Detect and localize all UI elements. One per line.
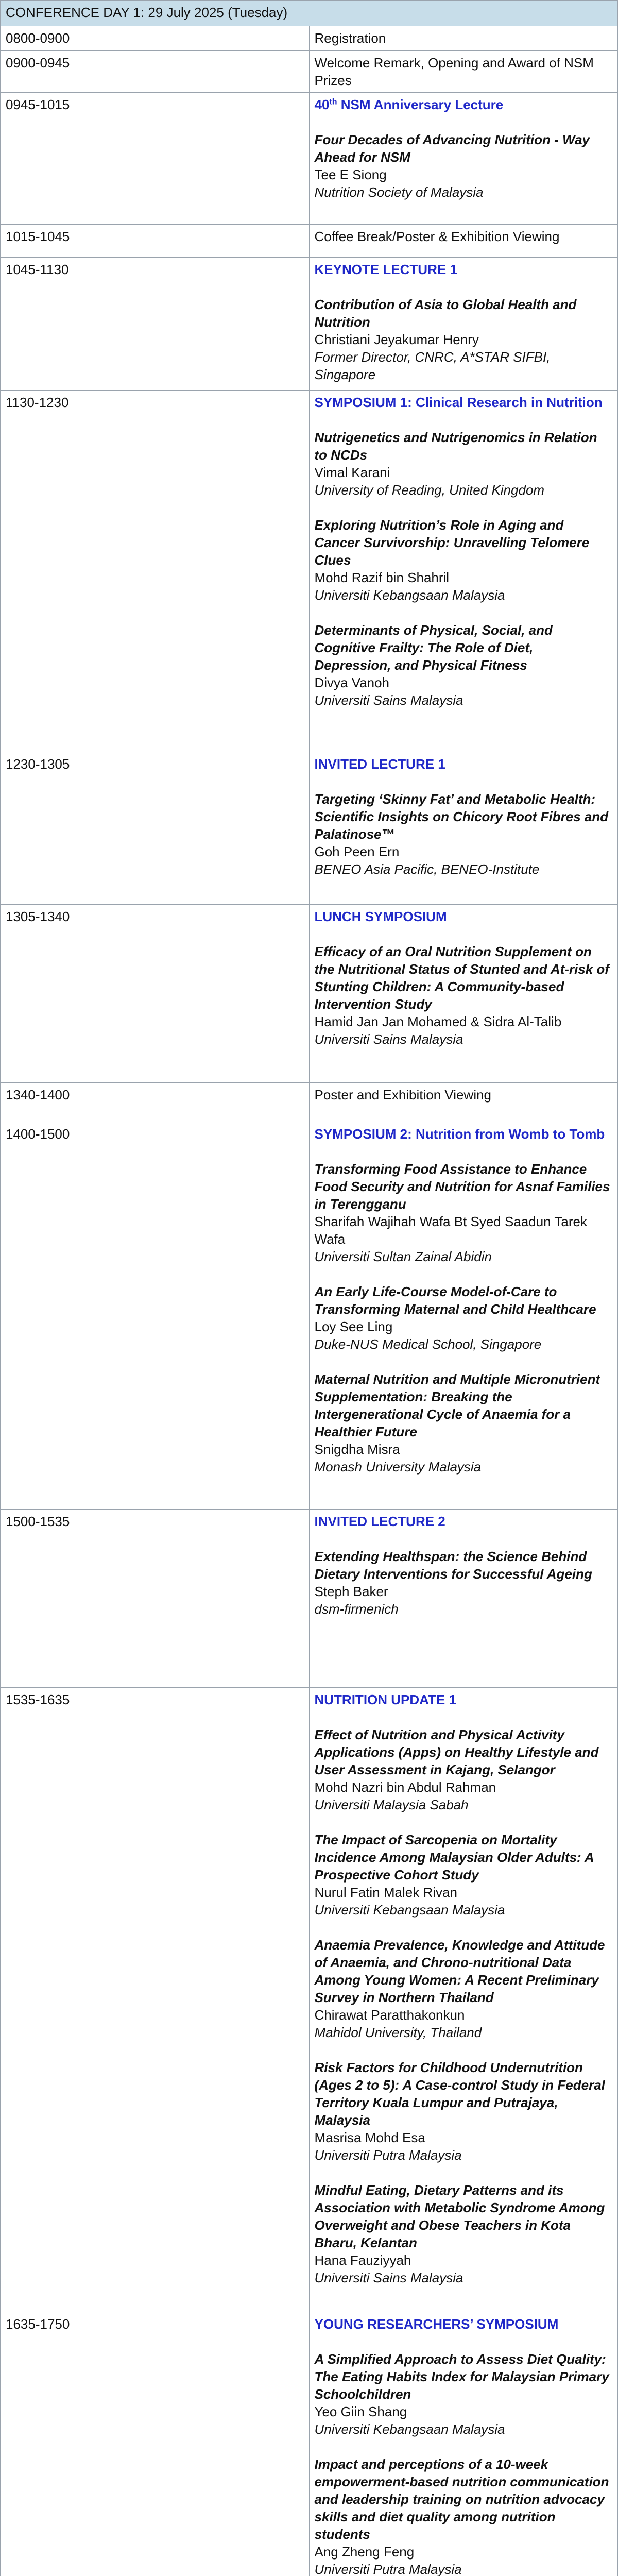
talk-title: Mindful Eating, Dietary Patterns and its Association with Metabolic Syndrome Among Overweight and Obese Teachers in Kota Bharu, Kelantan <box>314 2182 605 2250</box>
talk <box>315 1726 613 1814</box>
section-title: KEYNOTE LECTURE 1 <box>314 262 457 277</box>
time-cell: 1045-1130 <box>1 258 310 391</box>
time-cell: 1400-1500 <box>1 1122 310 1510</box>
talk <box>315 2181 613 2286</box>
schedule-row <box>1 752 618 905</box>
talk <box>315 621 613 709</box>
speaker: Loy See Ling <box>314 1319 393 1334</box>
speaker: Nurul Fatin Malek Rivan <box>314 1885 457 1900</box>
session-cell <box>309 1122 618 1510</box>
speaker: Christiani Jeyakumar Henry <box>314 332 479 347</box>
schedule-row <box>1 225 618 258</box>
session-cell <box>309 93 618 225</box>
talk-title: Anaemia Prevalence, Knowledge and Attitude of Anaemia, and Chrono-nutritional Data Among Young Women: A Recent Preliminary Survey in Northern Thailand <box>314 1937 605 2005</box>
talk <box>315 2455 613 2576</box>
schedule-row <box>1 905 618 1083</box>
talk <box>315 1831 613 1919</box>
talk <box>315 516 613 604</box>
schedule-row <box>1 93 618 225</box>
speaker: Steph Baker <box>314 1584 388 1599</box>
speaker: Chirawat Paratthakonkun <box>314 2007 465 2023</box>
schedule-row <box>1 26 618 51</box>
section-title: YOUNG RESEARCHERS’ SYMPOSIUM <box>314 2316 559 2332</box>
talk-title: Four Decades of Advancing Nutrition - Way Ahead for NSM <box>314 132 590 165</box>
time-cell: 0900-0945 <box>1 51 310 93</box>
schedule-row <box>1 391 618 752</box>
activity-cell: Welcome Remark, Opening and Award of NSM Prizes <box>309 51 618 93</box>
schedule-row <box>1 1083 618 1122</box>
activity-cell: Poster and Exhibition Viewing <box>309 1083 618 1122</box>
time-cell: 1230-1305 <box>1 752 310 905</box>
talk <box>315 296 613 383</box>
session-cell <box>309 258 618 391</box>
time-cell: 1500-1535 <box>1 1510 310 1688</box>
affiliation: Universiti Sultan Zainal Abidin <box>314 1249 492 1264</box>
schedule-row <box>1 2312 618 2576</box>
talk <box>315 2059 613 2164</box>
section-title: SYMPOSIUM 1: Clinical Research in Nutrition <box>314 395 603 410</box>
talk <box>315 1370 613 1476</box>
session-cell <box>309 905 618 1083</box>
time-cell: 1340-1400 <box>1 1083 310 1122</box>
speaker: Tee E Siong <box>314 167 387 182</box>
session-cell <box>309 752 618 905</box>
section-title: NUTRITION UPDATE 1 <box>314 1692 456 1707</box>
affiliation: BENEO Asia Pacific, BENEO-Institute <box>314 861 540 877</box>
affiliation: Universiti Sains Malaysia <box>314 2270 464 2285</box>
activity-cell: Registration <box>309 26 618 51</box>
affiliation: Universiti Putra Malaysia <box>314 2562 462 2576</box>
talk <box>315 2350 613 2438</box>
talk-title: Risk Factors for Childhood Undernutrition (Ages 2 to 5): A Case-control Study in Federal Territory Kuala Lumpur and Putrajaya, Malaysia <box>314 2060 605 2128</box>
talk-title: Contribution of Asia to Global Health and Nutrition <box>314 297 577 330</box>
talk <box>315 1936 613 2041</box>
schedule-row <box>1 51 618 93</box>
schedule-row <box>1 1122 618 1510</box>
speaker: Hamid Jan Jan Mohamed & Sidra Al-Talib <box>314 1014 562 1029</box>
talk-title: Extending Healthspan: the Science Behind Dietary Interventions for Successful Ageing <box>314 1549 592 1582</box>
talk-title: Transforming Food Assistance to Enhance Food Security and Nutrition for Asnaf Families in Terengganu <box>314 1161 610 1212</box>
talk <box>315 943 613 1048</box>
talk <box>315 1548 613 1618</box>
talk <box>315 790 613 878</box>
speaker: Yeo Giin Shang <box>314 2404 407 2419</box>
affiliation: Universiti Kebangsaan Malaysia <box>314 587 505 603</box>
affiliation: Duke-NUS Medical School, Singapore <box>314 1336 542 1352</box>
speaker: Hana Fauziyyah <box>314 2252 411 2268</box>
session-cell <box>309 1688 618 2312</box>
schedule-row <box>1 1510 618 1688</box>
section-title: INVITED LECTURE 1 <box>314 756 445 772</box>
time-cell: 1130-1230 <box>1 391 310 752</box>
talk-title: Exploring Nutrition’s Role in Aging and Cancer Survivorship: Unravelling Telomere Clues <box>314 517 590 568</box>
session-cell <box>309 2312 618 2576</box>
talk-title: Effect of Nutrition and Physical Activity Applications (Apps) on Healthy Lifestyle and User Assessment in Kajang, Selangor <box>314 1727 599 1777</box>
section-title: INVITED LECTURE 2 <box>314 1514 445 1529</box>
section-title: SYMPOSIUM 2: Nutrition from Womb to Tomb <box>314 1126 605 1142</box>
time-cell: 0800-0900 <box>1 26 310 51</box>
affiliation: dsm-firmenich <box>314 1601 399 1617</box>
affiliation: Universiti Putra Malaysia <box>314 2147 462 2163</box>
affiliation: Monash University Malaysia <box>314 1459 482 1475</box>
affiliation: Universiti Kebangsaan Malaysia <box>314 1902 505 1918</box>
time-cell: 0945-1015 <box>1 93 310 225</box>
talk <box>315 1283 613 1353</box>
affiliation: Universiti Malaysia Sabah <box>314 1797 469 1812</box>
affiliation: Mahidol University, Thailand <box>314 2025 482 2040</box>
time-cell: 1015-1045 <box>1 225 310 258</box>
talk <box>315 131 613 201</box>
speaker: Sharifah Wajihah Wafa Bt Syed Saadun Tarek Wafa <box>314 1214 587 1247</box>
activity-cell: Coffee Break/Poster & Exhibition Viewing <box>309 225 618 258</box>
affiliation: University of Reading, United Kingdom <box>314 482 545 498</box>
day-header: CONFERENCE DAY 1: 29 July 2025 (Tuesday) <box>1 1 618 26</box>
speaker: Divya Vanoh <box>314 675 389 690</box>
talk-title: Determinants of Physical, Social, and Cognitive Frailty: The Role of Diet, Depression, and Physical Fitness <box>314 622 553 673</box>
talk-title: Efficacy of an Oral Nutrition Supplement on the Nutritional Status of Stunted and At-risk of Stunting Children: A Community-based Intervention Study <box>314 944 609 1012</box>
talk-title: Nutrigenetics and Nutrigenomics in Relation to NCDs <box>314 430 597 463</box>
schedule-row <box>1 258 618 391</box>
talk-title: A Simplified Approach to Assess Diet Quality: The Eating Habits Index for Malaysian Primary Schoolchildren <box>314 2351 609 2402</box>
session-cell <box>309 1510 618 1688</box>
time-cell: 1305-1340 <box>1 905 310 1083</box>
talk <box>315 1160 613 1265</box>
talk <box>315 429 613 499</box>
affiliation: Universiti Kebangsaan Malaysia <box>314 2421 505 2437</box>
affiliation: Universiti Sains Malaysia <box>314 692 464 708</box>
talk-title: Maternal Nutrition and Multiple Micronutrient Supplementation: Breaking the Intergenerational Cycle of Anaemia for a Healthier Future <box>314 1371 600 1439</box>
day-header-row <box>1 1 618 26</box>
affiliation: Former Director, CNRC, A*STAR SIFBI, Singapore <box>314 349 551 382</box>
speaker: Mohd Razif bin Shahril <box>314 570 450 585</box>
speaker: Goh Peen Ern <box>314 844 400 859</box>
talk-title: Impact and perceptions of a 10-week empowerment-based nutrition communication and leadership training on nutrition advocacy skills and diet quality among nutrition students <box>314 2456 609 2542</box>
speaker: Ang Zheng Feng <box>314 2544 415 2560</box>
time-cell: 1635-1750 <box>1 2312 310 2576</box>
speaker: Snigdha Misra <box>314 1442 400 1457</box>
affiliation: Nutrition Society of Malaysia <box>314 184 484 200</box>
talk-title: Targeting ‘Skinny Fat’ and Metabolic Health: Scientific Insights on Chicory Root Fibres and Palatinose™ <box>314 791 609 842</box>
affiliation: Universiti Sains Malaysia <box>314 1031 464 1047</box>
speaker: Vimal Karani <box>314 465 390 480</box>
talk-title: The Impact of Sarcopenia on Mortality Incidence Among Malaysian Older Adults: A Prospective Cohort Study <box>314 1832 594 1883</box>
section-title: LUNCH SYMPOSIUM <box>314 909 447 924</box>
section-title: 40th NSM Anniversary Lecture <box>314 97 504 112</box>
speaker: Mohd Nazri bin Abdul Rahman <box>314 1780 496 1795</box>
time-cell: 1535-1635 <box>1 1688 310 2312</box>
schedule-row <box>1 1688 618 2312</box>
speaker: Masrisa Mohd Esa <box>314 2130 425 2145</box>
talk-title: An Early Life-Course Model-of-Care to Transforming Maternal and Child Healthcare <box>314 1284 596 1317</box>
session-cell <box>309 391 618 752</box>
